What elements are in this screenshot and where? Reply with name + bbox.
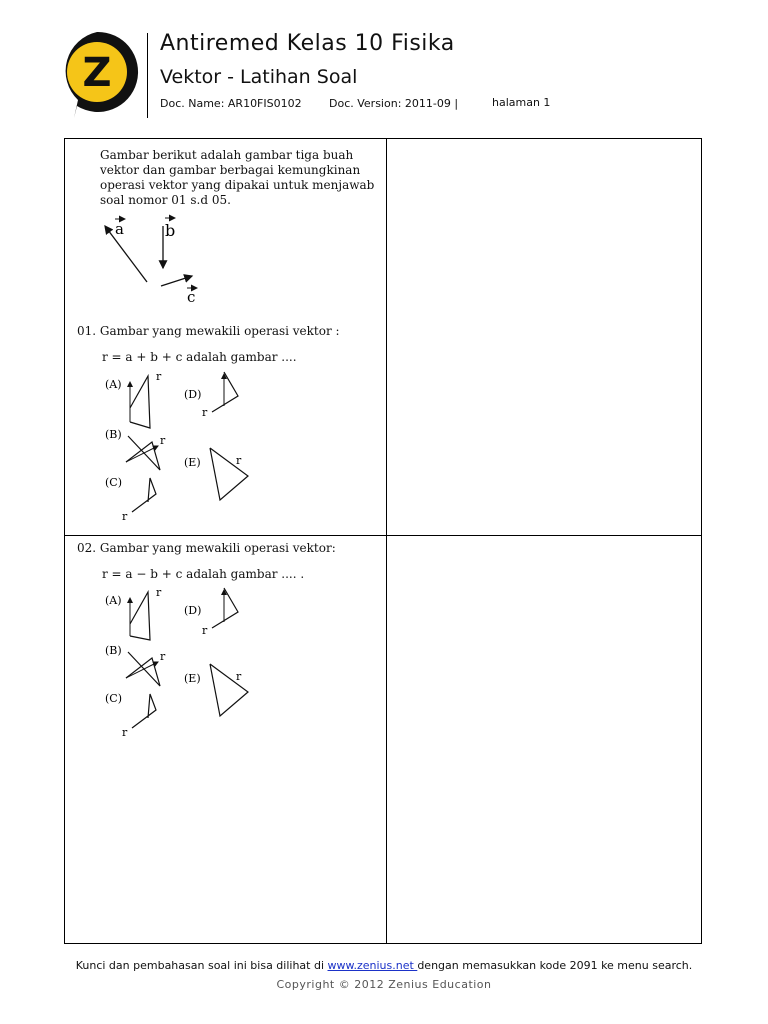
header-divider xyxy=(147,33,148,118)
q2-option-c[interactable]: (C) xyxy=(105,692,122,705)
q1-option-c[interactable]: (C) xyxy=(105,476,122,489)
q2-a-r-label: r xyxy=(156,586,162,599)
q2-formula: r = a − b + c adalah gambar .... . xyxy=(102,567,305,581)
q2-option-d[interactable]: (D) xyxy=(184,604,202,617)
q1-title: 01. Gambar yang mewakili operasi vektor : xyxy=(77,324,340,338)
q2-e-r-label: r xyxy=(236,670,242,683)
vector-b-label: b xyxy=(165,221,176,240)
intro-text xyxy=(100,148,374,208)
zenius-link[interactable]: www.zenius.net xyxy=(327,959,418,972)
q1-c-r-label: r xyxy=(122,510,128,523)
q1-option-e[interactable]: (E) xyxy=(184,456,201,469)
q1-option-a[interactable]: (A) xyxy=(105,378,122,391)
q2-c-r-label: r xyxy=(122,726,128,739)
q2-b-r-label: r xyxy=(160,650,166,663)
q2-option-a[interactable]: (A) xyxy=(105,594,122,607)
intro-vectors-diagram xyxy=(95,214,215,306)
intro-line: vektor dan gambar berbagai kemungkinan xyxy=(100,163,361,177)
page-number: halaman 1 xyxy=(492,96,551,109)
footer-note xyxy=(0,959,768,972)
doc-name: Doc. Name: AR10FIS0102 xyxy=(160,97,302,110)
q1-a-shape xyxy=(130,376,150,428)
q2-option-b[interactable]: (B) xyxy=(105,644,122,657)
vector-a-arrow xyxy=(105,226,147,282)
vector-c-arrow xyxy=(161,276,192,286)
q2-options-diagram xyxy=(100,582,260,742)
row-divider xyxy=(64,535,702,536)
q2-title: 02. Gambar yang mewakili operasi vektor: xyxy=(77,541,336,555)
doc-version: Doc. Version: 2011-09 | xyxy=(329,97,459,110)
vector-a-label: a xyxy=(115,220,124,238)
q1-formula: r = a + b + c adalah gambar .... xyxy=(102,350,297,364)
footer-text-before: Kunci dan pembahasan soal ini bisa dilihat di xyxy=(75,959,328,972)
q1-option-b[interactable]: (B) xyxy=(105,428,122,441)
q1-option-d[interactable]: (D) xyxy=(184,388,202,401)
column-divider xyxy=(386,138,387,944)
intro-line: operasi vektor yang dipakai untuk menjawab xyxy=(100,178,375,192)
q1-e-r-label: r xyxy=(236,454,242,467)
q1-b-r-label: r xyxy=(160,434,166,447)
intro-line: soal nomor 01 s.d 05. xyxy=(100,193,231,207)
q2-d-r-label: r xyxy=(202,624,208,637)
page-title: Antiremed Kelas 10 Fisika xyxy=(160,31,455,56)
vector-c-label: c xyxy=(187,288,196,306)
q1-d-r-label: r xyxy=(202,406,208,419)
q2-option-e[interactable]: (E) xyxy=(184,672,201,685)
logo-letter: Z xyxy=(82,50,112,96)
q1-a-r-label: r xyxy=(156,370,162,383)
q1-options-diagram xyxy=(100,366,260,526)
intro-line: Gambar berikut adalah gambar tiga buah xyxy=(100,148,354,162)
footer-text-after: dengan memasukkan kode 2091 ke menu search. xyxy=(417,959,693,972)
zenius-logo xyxy=(52,28,142,120)
page-subtitle: Vektor - Latihan Soal xyxy=(160,66,358,88)
copyright: Copyright © 2012 Zenius Education xyxy=(276,978,492,991)
